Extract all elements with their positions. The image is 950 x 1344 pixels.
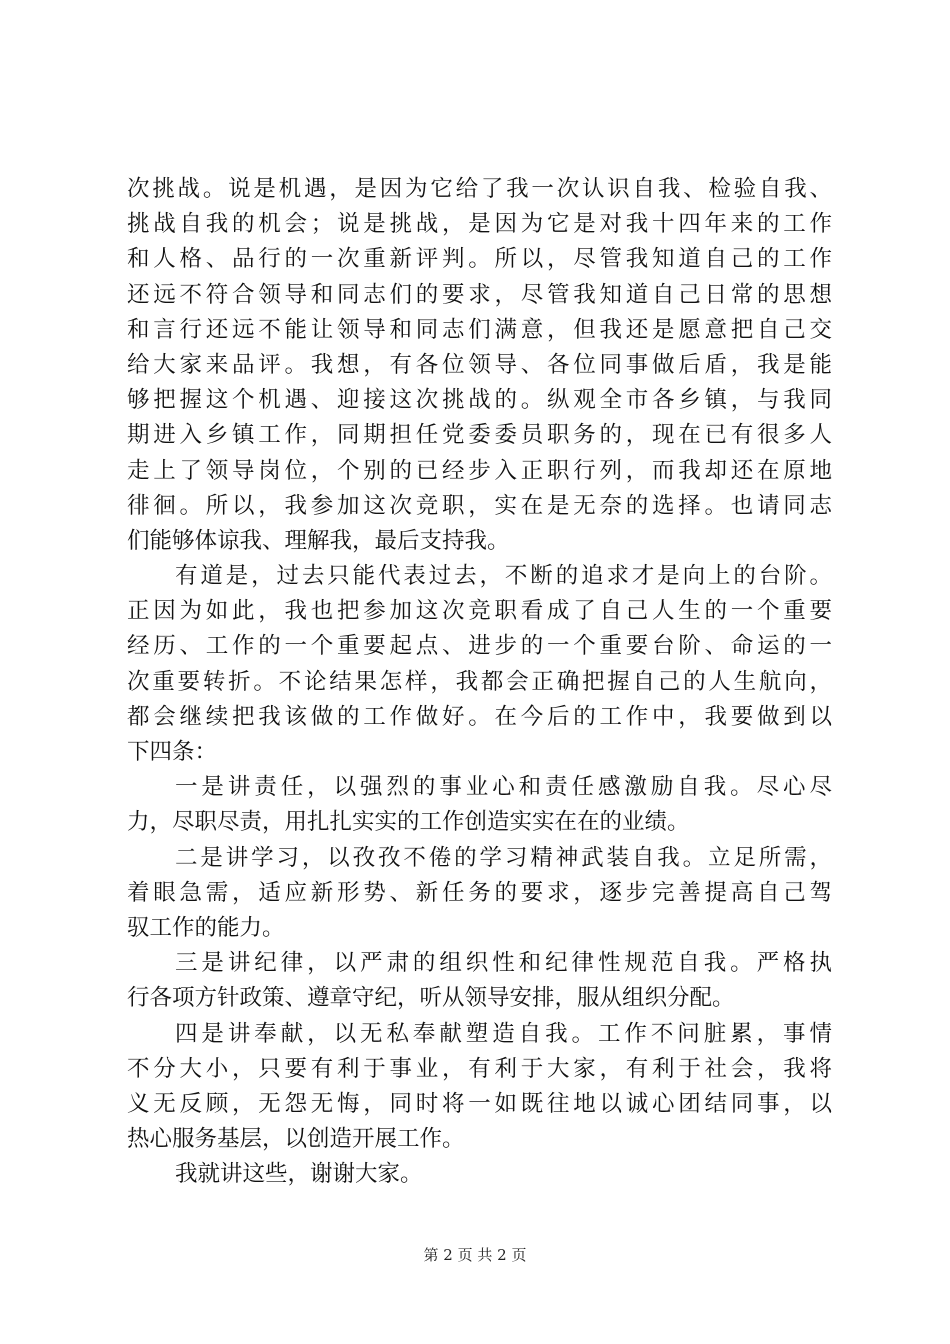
text-line: 不分大小，只要有利于事业，有利于大家，有利于社会，我将 — [127, 1055, 832, 1082]
text-line: 次挑战。说是机遇，是因为它给了我一次认识自我、检验自我、 — [127, 176, 832, 202]
text-line: 们能够体谅我、理解我，最后支持我。 — [127, 527, 510, 554]
text-line: 徘徊。所以，我参加这次竞职，实在是无奈的选择。也请同志 — [127, 492, 832, 519]
text-line: 我就讲这些，谢谢大家。 — [175, 1161, 423, 1188]
text-line: 行各项方针政策、遵章守纪，听从领导安排，服从组织分配。 — [127, 985, 735, 1012]
text-line: 走上了领导岗位，个别的已经步入正职行列，而我却还在原地 — [127, 457, 832, 484]
text-line: 三是讲纪律，以严肃的组织性和纪律性规范自我。严格执 — [175, 950, 832, 977]
text-line: 和言行还远不能让领导和同志们满意，但我还是愿意把自己交 — [127, 316, 832, 343]
text-line: 正因为如此，我也把参加这次竞职看成了自己人生的一个重要 — [127, 598, 832, 625]
page-footer — [0, 1245, 950, 1265]
text-line: 挑战自我的机会；说是挑战，是因为它是对我十四年来的工作 — [127, 211, 832, 238]
text-line: 次重要转折。不论结果怎样，我都会正确把握自己的人生航向， — [127, 668, 832, 695]
document-body — [127, 172, 832, 1192]
text-line: 还远不符合领导和同志们的要求，尽管我知道自己日常的思想 — [127, 281, 832, 308]
text-line: 下四条： — [127, 739, 218, 765]
text-line: 有道是，过去只能代表过去，不断的追求才是向上的台阶。 — [175, 563, 832, 590]
text-line: 一是讲责任，以强烈的事业心和责任感激励自我。尽心尽 — [175, 774, 832, 801]
text-line: 期进入乡镇工作，同期担任党委委员职务的，现在已有很多人 — [127, 422, 832, 449]
text-line: 给大家来品评。我想，有各位领导、各位同事做后盾，我是能 — [127, 351, 832, 378]
text-line: 着眼急需，适应新形势、新任务的要求，逐步完善提高自己驾 — [127, 879, 832, 906]
text-line: 力，尽职尽责，用扎扎实实的工作创造实实在在的业绩。 — [127, 809, 690, 836]
text-line: 够把握这个机遇、迎接这次挑战的。纵观全市各乡镇，与我同 — [127, 387, 832, 414]
text-line: 二是讲学习，以孜孜不倦的学习精神武装自我。立足所需， — [175, 844, 832, 871]
text-line: 义无反顾，无怨无悔，同时将一如既往地以诚心团结同事，以 — [127, 1090, 832, 1117]
text-line: 热心服务基层，以创造开展工作。 — [127, 1126, 465, 1153]
page-number-label: 第 2 页 共 2 页 — [423, 1246, 527, 1264]
text-line: 四是讲奉献，以无私奉献塑造自我。工作不问脏累，事情 — [175, 1020, 832, 1047]
text-line: 经历、工作的一个重要起点、进步的一个重要台阶、命运的一 — [127, 633, 832, 660]
text-line: 和人格、品行的一次重新评判。所以，尽管我知道自己的工作 — [127, 246, 832, 273]
text-line: 都会继续把我该做的工作做好。在今后的工作中，我要做到以 — [127, 703, 832, 730]
text-line: 驭工作的能力。 — [127, 914, 285, 941]
